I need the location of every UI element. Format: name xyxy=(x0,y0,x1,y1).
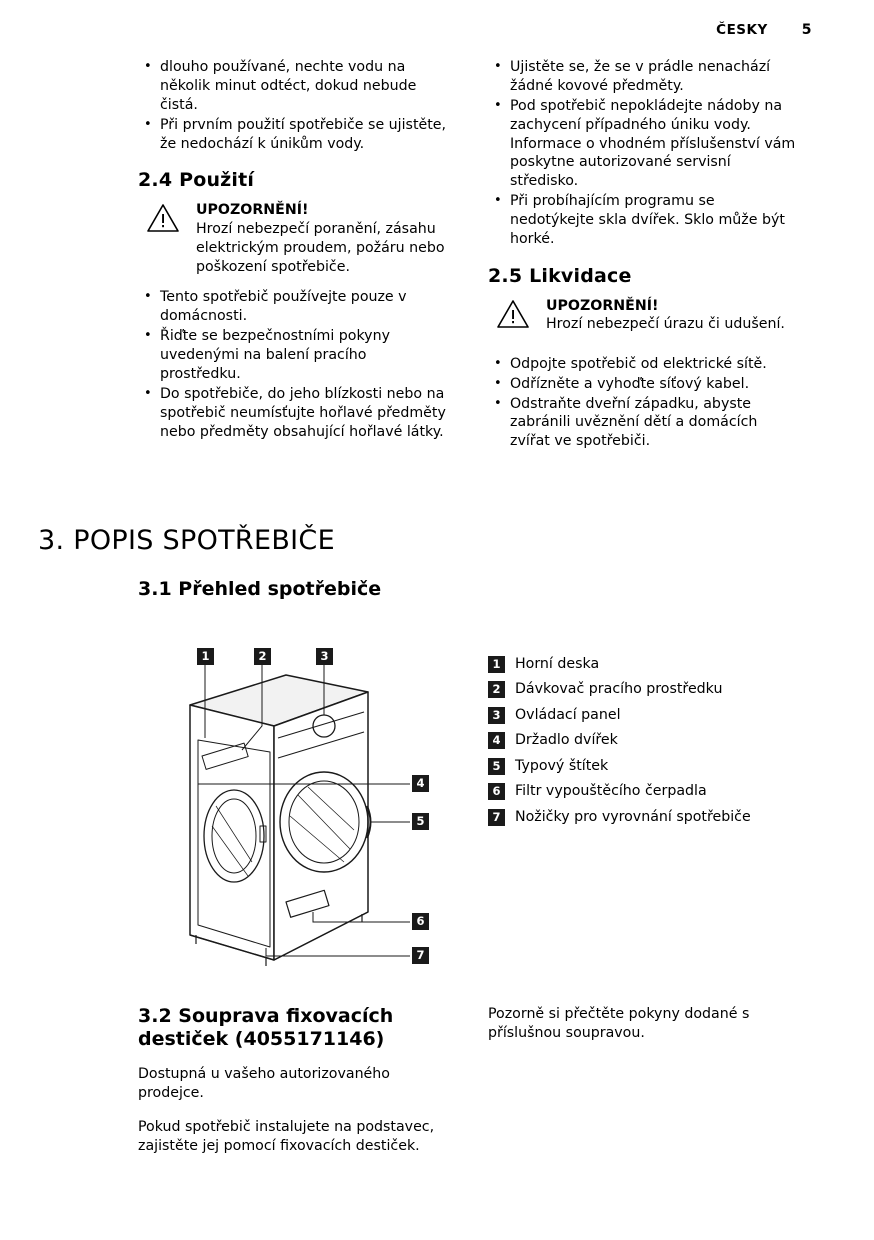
warning-triangle-icon xyxy=(146,203,180,233)
legend-row xyxy=(488,757,818,775)
two-column-body xyxy=(0,58,874,518)
list-item-text: Odstraňte dveřní západku, abyste zabránili uvěznění dětí a domácích zvířat ve spotřebiči. xyxy=(510,395,758,450)
list-item xyxy=(138,327,450,384)
legend-row xyxy=(488,731,818,749)
legend-number: 4 xyxy=(488,732,505,749)
list-item-text: Při prvním použití spotřebiče se ujistěte, že nedochází k únikům vody. xyxy=(160,116,447,152)
warning-text: Hrozí nebezpečí úrazu či udušení. xyxy=(546,316,785,333)
list-item xyxy=(138,116,450,154)
section-3-2-right-paragraph: Pozorně si přečtěte pokyny dodané s příslušnou soupravou. xyxy=(488,1006,750,1041)
list-item-text: Řiďte se bezpečnostními pokyny uvedenými na balení pracího prostředku. xyxy=(160,328,390,382)
left-usage-list xyxy=(138,288,450,441)
list-item-text: dlouho používané, nechte vodu na několik minut odtéct, dokud nebude čistá. xyxy=(160,59,417,113)
list-item xyxy=(488,58,800,96)
legend-number: 1 xyxy=(488,656,505,673)
callout-5: 5 xyxy=(412,813,429,830)
list-item xyxy=(488,395,800,452)
warning-title: UPOZORNĚNÍ! xyxy=(546,297,659,314)
right-column xyxy=(488,58,800,452)
list-item xyxy=(488,192,800,249)
list-item xyxy=(488,355,800,374)
list-item-text: Odřízněte a vyhoďte síťový kabel. xyxy=(510,375,750,392)
warning-block-disposal xyxy=(488,297,800,343)
list-item xyxy=(488,97,800,191)
legend-number: 5 xyxy=(488,758,505,775)
legend-number: 3 xyxy=(488,707,505,724)
callout-6: 6 xyxy=(412,913,429,930)
legend-label: Držadlo dvířek xyxy=(515,732,618,749)
legend-label: Typový štítek xyxy=(515,757,609,774)
legend-row xyxy=(488,655,818,673)
legend-label: Horní deska xyxy=(515,656,600,672)
legend-label: Dávkovač pracího prostředku xyxy=(515,681,723,698)
warning-block-usage xyxy=(138,201,450,276)
legend-row xyxy=(488,782,818,800)
warning-text: Hrozí nebezpečí poranění, zásahu elektrickým proudem, požáru nebo poškození spotřebiče. xyxy=(196,220,445,275)
list-item-text: Při probíhajícím programu se nedotýkejte skla dvířek. Sklo může být horké. xyxy=(510,193,785,247)
list-item xyxy=(138,385,450,442)
callout-3: 3 xyxy=(316,648,333,665)
appliance-overview-figure xyxy=(138,630,458,970)
legend-number: 6 xyxy=(488,783,505,800)
chapter-title: 3. POPIS SPOTŘEBIČE xyxy=(38,525,335,556)
left-intro-list xyxy=(138,58,450,153)
legend-number: 7 xyxy=(488,809,505,826)
section-3-2-paragraph-1: Dostupná u vašeho autorizovaného prodejce. xyxy=(138,1066,390,1102)
section-3-2-paragraph-2: Pokud spotřebič instalujete na podstavec, zajistěte jej pomocí fixovacích destiček. xyxy=(138,1119,435,1154)
list-item-text: Do spotřebiče, do jeho blízkosti nebo na spotřebič neumísťujte hořlavé předměty nebo předměty obsahující hořlavé látky. xyxy=(160,385,446,440)
list-item xyxy=(488,375,800,394)
warning-triangle-icon xyxy=(496,299,530,329)
left-column xyxy=(138,58,450,442)
list-item xyxy=(138,288,450,326)
section-3-2 xyxy=(138,1005,438,1171)
header-language: ČESKY xyxy=(716,22,768,38)
list-item xyxy=(138,58,450,115)
section-3-2-right xyxy=(488,1005,798,1043)
page-number: 5 xyxy=(801,22,812,38)
page-header xyxy=(716,22,812,38)
legend-number: 2 xyxy=(488,681,505,698)
warning-title: UPOZORNĚNÍ! xyxy=(196,202,309,219)
list-item-text: Ujistěte se, že se v prádle nenachází žádné kovové předměty. xyxy=(510,59,771,94)
callout-7: 7 xyxy=(412,947,429,964)
legend-row xyxy=(488,808,818,826)
section-heading-2-5: 2.5 Likvidace xyxy=(488,264,632,287)
right-disposal-list xyxy=(488,355,800,451)
legend-label: Nožičky pro vyrovnání spotřebiče xyxy=(515,808,751,825)
legend-row xyxy=(488,680,818,698)
section-heading-2-4: 2.4 Použití xyxy=(138,169,255,192)
washing-machine-illustration xyxy=(138,630,458,970)
legend-label: Filtr vypouštěcího čerpadla xyxy=(515,783,707,800)
callout-1: 1 xyxy=(197,648,214,665)
section-heading-3-1: 3.1 Přehled spotřebiče xyxy=(138,578,382,600)
list-item-text: Pod spotřebič nepokládejte nádoby na zachycení případného úniku vody. Informace o vhodném příslušenství vám poskytne autorizované servisní středisko. xyxy=(510,97,796,190)
right-top-list xyxy=(488,58,800,249)
figure-legend xyxy=(488,655,818,833)
legend-row xyxy=(488,706,818,724)
callout-4: 4 xyxy=(412,775,429,792)
legend-label: Ovládací panel xyxy=(515,706,621,723)
list-item-text: Odpojte spotřebič od elektrické sítě. xyxy=(510,355,767,372)
callout-2: 2 xyxy=(254,648,271,665)
list-item-text: Tento spotřebič používejte pouze v domácnosti. xyxy=(160,289,407,325)
section-heading-3-2: 3.2 Souprava fixovacích destiček (4055171146) xyxy=(138,1005,394,1051)
